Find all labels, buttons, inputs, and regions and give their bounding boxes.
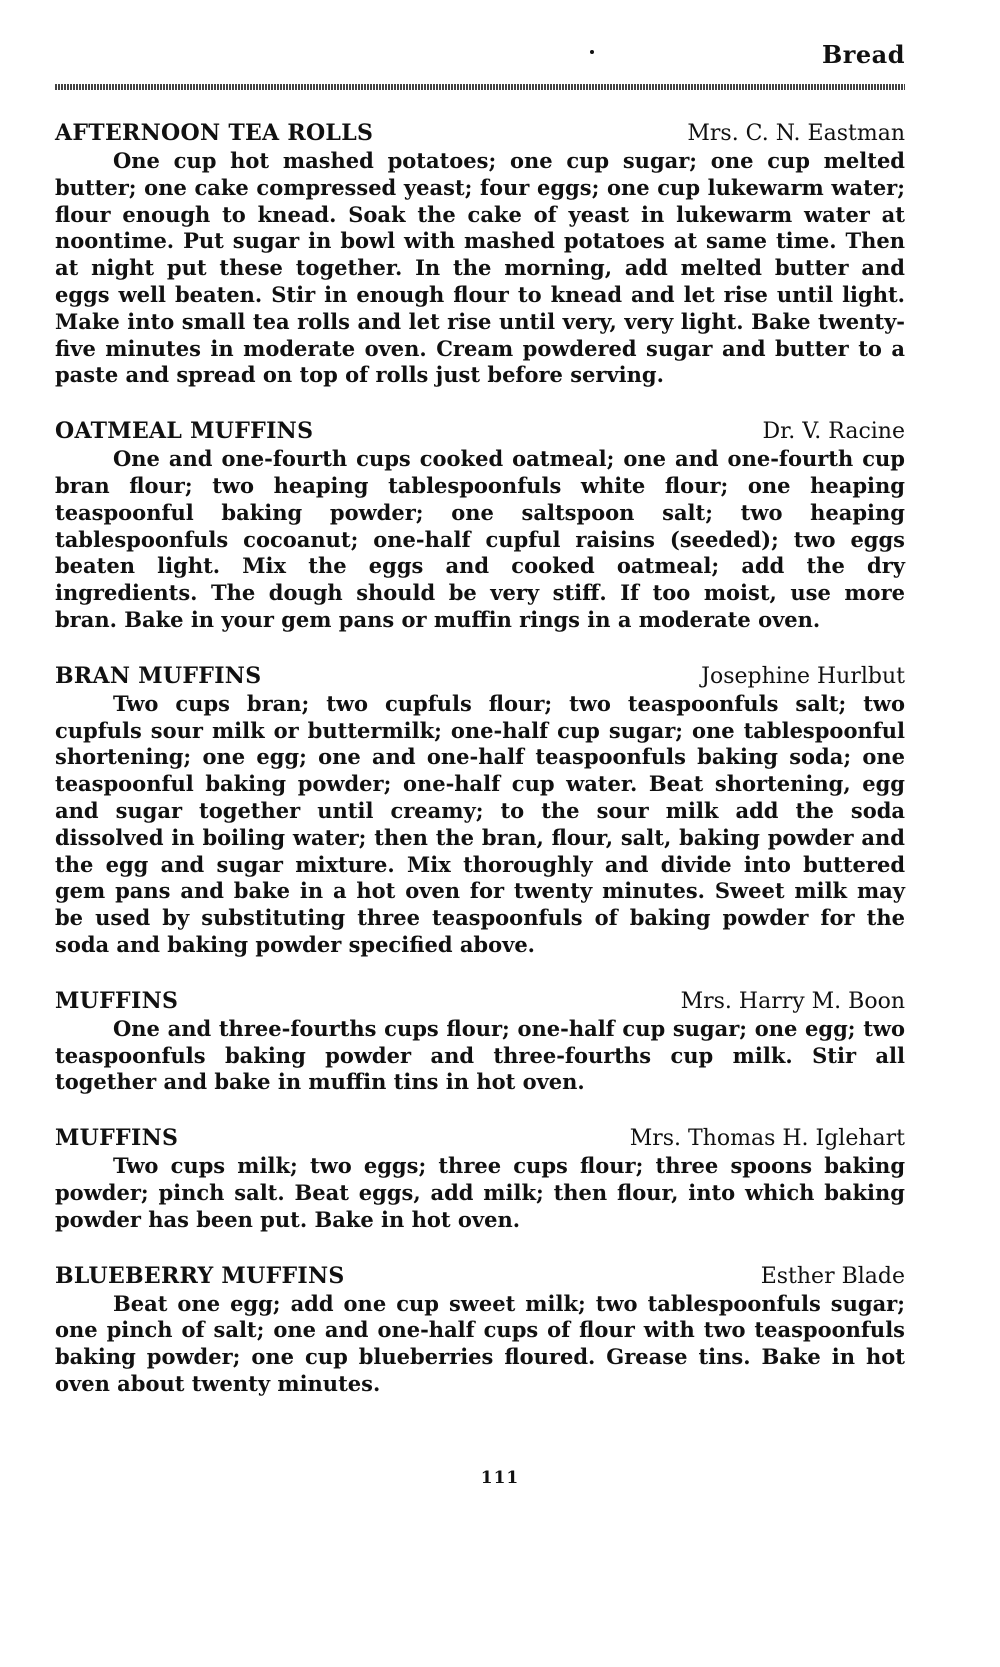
recipe-oatmeal-muffins: [55, 416, 905, 634]
recipe-author: Mrs. Harry M. Boon: [680, 988, 905, 1014]
recipe-author: Esther Blade: [760, 1263, 905, 1289]
recipe-title: MUFFINS: [55, 987, 179, 1014]
recipe-author: Mrs. Thomas H. Iglehart: [629, 1126, 905, 1152]
recipe-header: [55, 1123, 905, 1153]
recipe-header: [55, 416, 905, 446]
recipe-muffins-iglehart: [55, 1123, 905, 1233]
recipe-body: Two cups milk; two eggs; three cups flour; three spoons baking powder; pinch salt. Beat eggs, add milk; then flour, into which baking powder has been put. Bake in hot oven.: [55, 1153, 905, 1232]
recipe-body: One and one-fourth cups cooked oatmeal; one and one-fourth cup bran flour; two heaping tablespoonfuls white flour; one heaping teaspoonful baking powder; one saltspoon salt; two heaping tablespoonfuls cocoanut; one-half cupful raisins (seeded); two eggs beaten light. Mix the eggs and cooked oatmeal; add the dry ingredients. The dough should be very stiff. If too moist, use more bran. Bake in your gem pans or muffin rings in a moderate oven.: [55, 446, 905, 632]
header-rule: [55, 84, 905, 90]
recipe-blueberry-muffins: [55, 1261, 905, 1398]
recipe-list: [55, 118, 905, 1425]
page-header: [55, 40, 905, 80]
recipe-body: One cup hot mashed potatoes; one cup sugar; one cup melted butter; one cake compressed yeast; four eggs; one cup lukewarm water; flour enough to knead. Soak the cake of yeast in lukewarm water at noontime. Put sugar in bowl with mashed potatoes at same time. Then at night put these together. In the morning, add melted butter and eggs well beaten. Stir in enough flour to knead and let rise until light. Make into small tea rolls and let rise until very, very light. Bake twenty-five minutes in moderate oven. Cream powdered sugar and butter to a paste and spread on top of rolls just before serving.: [55, 148, 905, 388]
recipe-header: [55, 1261, 905, 1291]
recipe-header: [55, 661, 905, 691]
recipe-bran-muffins: [55, 661, 905, 959]
recipe-title: OATMEAL MUFFINS: [55, 418, 314, 445]
recipe-afternoon-tea-rolls: [55, 118, 905, 389]
recipe-body: One and three-fourths cups flour; one-half cup sugar; one egg; two teaspoonfuls baking powder and three-fourths cup milk. Stir all together and bake in muffin tins in hot oven.: [55, 1015, 905, 1095]
recipe-header: [55, 118, 905, 148]
recipe-body: Beat one egg; add one cup sweet milk; two tablespoonfuls sugar; one pinch of salt; one and one-half cups of flour with two teaspoonfuls baking powder; one cup blueberries floured. Grease tins. Bake in hot oven about twenty minutes.: [55, 1290, 905, 1396]
recipe-author: Mrs. C. N. Eastman: [687, 121, 905, 146]
recipe-title: MUFFINS: [55, 1125, 179, 1152]
recipe-header: [55, 986, 905, 1016]
recipe-title: BLUEBERRY MUFFINS: [55, 1262, 345, 1289]
recipe-title: AFTERNOON TEA ROLLS: [55, 120, 374, 146]
recipe-body: Two cups bran; two cupfuls flour; two teaspoonfuls salt; two cupfuls sour milk or buttermilk; one-half cup sugar; one tablespoonful shortening; one egg; one and one-half teaspoonfuls baking soda; one teaspoonful baking powder; one-half cup water. Beat shortening, egg and sugar together until creamy; to the sour milk add the soda dissolved in boiling water; then the bran, flour, salt, baking powder and the egg and sugar mixture. Mix thoroughly and divide into buttered gem pans and bake in a hot oven for twenty minutes. Sweet milk may be used by substituting three teaspoonfuls of baking powder for the soda and baking powder specified above.: [55, 690, 905, 957]
page-number: 111: [480, 1468, 520, 1488]
recipe-muffins-boon: [55, 986, 905, 1096]
section-title: Bread: [821, 40, 905, 69]
recipe-title: BRAN MUFFINS: [55, 662, 262, 689]
recipe-author: Josephine Hurlbut: [701, 663, 905, 689]
recipe-author: Dr. V. Racine: [762, 419, 905, 445]
ink-speck: [590, 50, 594, 54]
